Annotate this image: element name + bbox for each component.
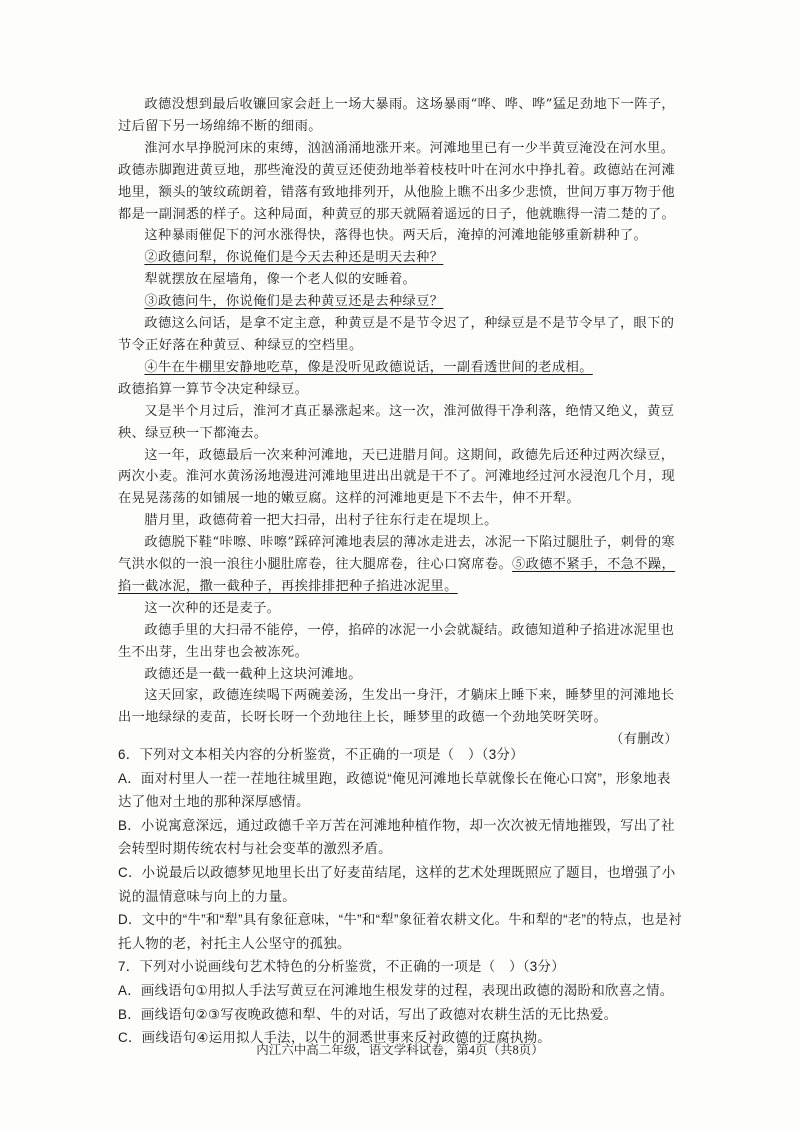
story-paragraph-14: 这一次种的还是麦子。	[144, 600, 281, 616]
question-6-option-a: A．面对村里人一茬一茬地往城里跑，政德说“俺见河滩地长草就像长在俺心口窝”，形象地表达了他对土地的那种深厚感情。	[118, 770, 671, 810]
story-paragraph-16: 政德还是一截一截种上这块河滩地。	[144, 666, 362, 682]
story-paragraph-1: 政德没想到最后收镰回家会赶上一场大暴雨。这场暴雨“哗、哗、哗”猛足劲地下一阵子，过后留下另一场绵绵不断的细雨。	[118, 97, 675, 134]
edited-note: （有删改）	[610, 732, 678, 748]
page-footer: 内江六中高二年级，语文学科试卷，第4页（共8页）	[256, 1043, 544, 1057]
paragraph-13-text: 政德脱下鞋“咔嚓、咔嚓”踩碎河滩地表层的薄冰走进去，冰泥一下陷过腿肚子，刺骨的寒气洪水似的一浪一浪往小腿肚席卷，往大腿席卷，往心口窝席卷。	[118, 535, 675, 573]
question-6: 6．下列对文本相关内容的分析鉴赏，不正确的一项是（ ）（3分）	[118, 747, 524, 762]
underline-2-text: ②政德问犁，你说俺们是今天去种还是明天去种？	[144, 250, 444, 266]
questions	[118, 743, 683, 1050]
story-paragraph-2: 淮河水早挣脱河床的束缚，汹汹涌涌地涨开来。河滩地里已有一少半黄豆淹没在河水里。政德赤脚跑进黄豆地，那些淹没的黄豆还使劲地举着枝枝叶叶在河水中挣扎着。政德站在河滩地里，额头的皱纹疏朗着，错落有致地排列开，从他脸上瞧不出多少悲愤，世间万事万物于他都是一副洞悉的样子。这种局面，种黄豆的那天就隔着遥远的日子，他就瞧得一清二楚的了。	[118, 140, 676, 222]
story-paragraph-7: 政德这么问话，是拿不定主意，种黄豆是不是节令迟了，种绿豆是不是节令早了，眼下的节令正好落在种黄豆、种绿豆的空档里。	[118, 316, 675, 353]
story-paragraph-15: 政德手里的大扫帚不能停，一停，掐碎的冰泥一小会就凝结。政德知道种子掐进冰泥里也生不出芽，生出芽也会被冻死。	[118, 622, 675, 660]
story-text	[118, 94, 678, 751]
question-6-option-c: C．小说最后以政德梦见地里长出了好麦苗结尾，这样的艺术处理既照应了题目，也增强了小说的温情意味与向上的力量。	[118, 864, 676, 904]
underline-5-text: ⑤政德不紧手，不急不躁，掐一截冰泥，撒一截种子，再挨排排把种子掐进冰泥里。	[118, 557, 676, 594]
underlined-sentence-2	[118, 247, 678, 269]
underline-3-text: ③政德问牛，你说俺们是去种黄豆还是去种绿豆？	[144, 294, 444, 310]
story-paragraph-10: 又是半个月过后，淮河才真正暴涨起来。这一次，淮河做得干净利落，绝情又绝义，黄豆秧、绿豆秧一下都淹去。	[118, 403, 675, 441]
question-6-option-b: B．小说寓意深远，通过政德千辛万苦在河滩地种植作物，却一次次被无情地摧毁，写出了社会转型时期传统农村与社会变革的激烈矛盾。	[118, 817, 675, 857]
underline-4-text: ④牛在牛棚里安静地吃草，像是没听见政德说话，一副看透世间的老成相。	[144, 359, 593, 375]
question-6-option-d: D．文中的“牛”和“犁”具有象征意味，“牛”和“犁”象征着农耕文化。牛和犁的“老”的特点，也是衬托人物的老，衬托主人公坚守的孤独。	[118, 912, 683, 951]
story-paragraph-13	[118, 532, 678, 598]
story-paragraph-3: 这种暴雨催促下的河水涨得快，落得也快。两天后，淹掉的河滩地能够重新耕种了。	[144, 228, 648, 244]
story-paragraph-5: 犁就摆放在屋墙角，像一个老人似的安睡着。	[144, 272, 417, 288]
question-7-option-a: A．画线语句①用拟人手法写黄豆在河滩地生根发芽的过程，表现出政德的渴盼和欣喜之情。	[118, 982, 674, 998]
story-paragraph-11: 这一年，政德最后一次来种河滩地，天已进腊月间。这期间，政德先后还种过两次绿豆，两次小麦。淮河水黄汤汤地漫进河滩地里进出出就是干不了。河滩地经过河水浸泡几个月，现在晃晃荡荡的如铺展一地的嫩豆腐。这样的河滩地更是下不去牛，伸不开犁。	[118, 447, 676, 507]
story-paragraph-9: 政德掐算一算节令决定种绿豆。	[118, 381, 309, 397]
question-7-option-b: B．画线语句②③写夜晚政德和犁、牛的对话，写出了政德对农耕生活的无比热爱。	[118, 1006, 618, 1022]
question-7: 7．下列对小说画线句艺术特色的分析鉴赏，不正确的一项是（ ）（3分）	[118, 959, 565, 975]
story-paragraph-12: 腊月里，政德荷着一把大扫帚，出村子往东行走在堤坝上。	[144, 513, 498, 529]
underlined-sentence-4	[118, 357, 678, 379]
story-paragraph-17: 这天回家，政德连续喝下两碗姜汤，生发出一身汗，才躺床上睡下来，睡梦里的河滩地长出一地绿绿的麦苗，长呀长呀一个劲地往上长，睡梦里的政德一个劲地笑呀笑呀。	[118, 688, 675, 726]
underlined-sentence-3	[118, 291, 678, 313]
question-7-option-c: C．画线语句④运用拟人手法，以牛的洞悉世事来反衬政德的迂腐执拗。	[118, 1030, 551, 1046]
